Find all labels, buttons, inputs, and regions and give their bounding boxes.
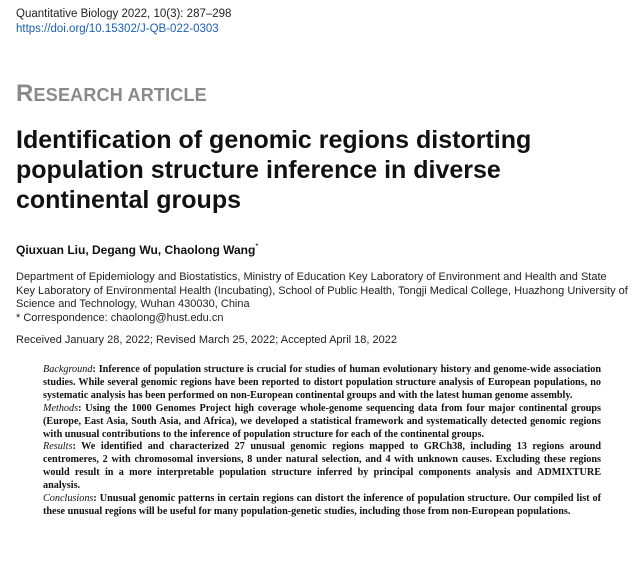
author-names: Qiuxuan Liu, Degang Wu, Chaolong Wang <box>16 243 256 257</box>
doi-link[interactable]: https://doi.org/10.15302/J-QB-022-0303 <box>16 23 219 35</box>
author-list <box>16 242 258 257</box>
abstract-text: : Unusual genomic patterns in certain regions can distort the inference of population structure. Our compiled list of these unusual regions will be useful for many population-genetic studies, including those from non-European populations. <box>43 493 601 517</box>
correspondence-text: * Correspondence: chaolong@hust.edu.cn <box>16 311 224 324</box>
abstract-label: Conclusions <box>43 493 94 505</box>
abstract-paragraph <box>43 441 601 493</box>
abstract <box>43 364 601 519</box>
abstract-paragraph <box>43 403 601 442</box>
abstract-text: : Inference of population structure is crucial for studies of human evolutionary history and genome-wide association studies. While several genomic regions have been reported to distort population structure analysis of European populations, no systematic analysis has been performed on non-European continental groups and with the latest human genome assembly. <box>43 364 601 401</box>
article-type-heading <box>16 80 207 108</box>
abstract-text: : Using the 1000 Genomes Project high coverage whole-genome sequencing data from four major continental groups (Europe, East Asia, South Asia, and Africa), we developed a statistical framework and systematically detected genomic regions with unusual contributions to the inference of population structure for each of the continental groups. <box>43 402 601 440</box>
article-dates: Received January 28, 2022; Revised March 25, 2022; Accepted April 18, 2022 <box>16 334 397 346</box>
abstract-label: Results <box>43 441 73 453</box>
corresponding-author-mark: * <box>255 242 259 251</box>
article-title: Identification of genomic regions distorting population structure inference in diverse continental groups <box>16 126 532 214</box>
journal-citation: Quantitative Biology 2022, 10(3): 287–298 <box>16 8 232 20</box>
abstract-label: Methods <box>43 402 79 414</box>
article-type-rest: ESEARCH ARTICLE <box>33 85 207 105</box>
abstract-label: Background <box>43 364 93 375</box>
affiliation-block <box>16 271 628 325</box>
abstract-paragraph <box>43 493 601 519</box>
abstract-paragraph <box>43 364 601 403</box>
affiliation-text: Department of Epidemiology and Biostatistics, Ministry of Education Key Laboratory of Environment and Health and State Key Laboratory of Environmental Health (Incubating), School of Public Health, Tongji Medical College, Huazhong University of Science and Technology, Wuhan 430030, China <box>16 271 628 310</box>
abstract-text: : We identified and characterized 27 unusual genomic regions mapped to GRCh38, including 13 regions around centromeres, 2 with chromosomal inversions, 8 under natural selection, and 4 with unknown causes. Excluding these regions would result in a more interpretable population structure inferred by principal components analysis and ADMIXTURE analysis. <box>43 441 601 492</box>
article-type-initial: R <box>16 80 34 107</box>
